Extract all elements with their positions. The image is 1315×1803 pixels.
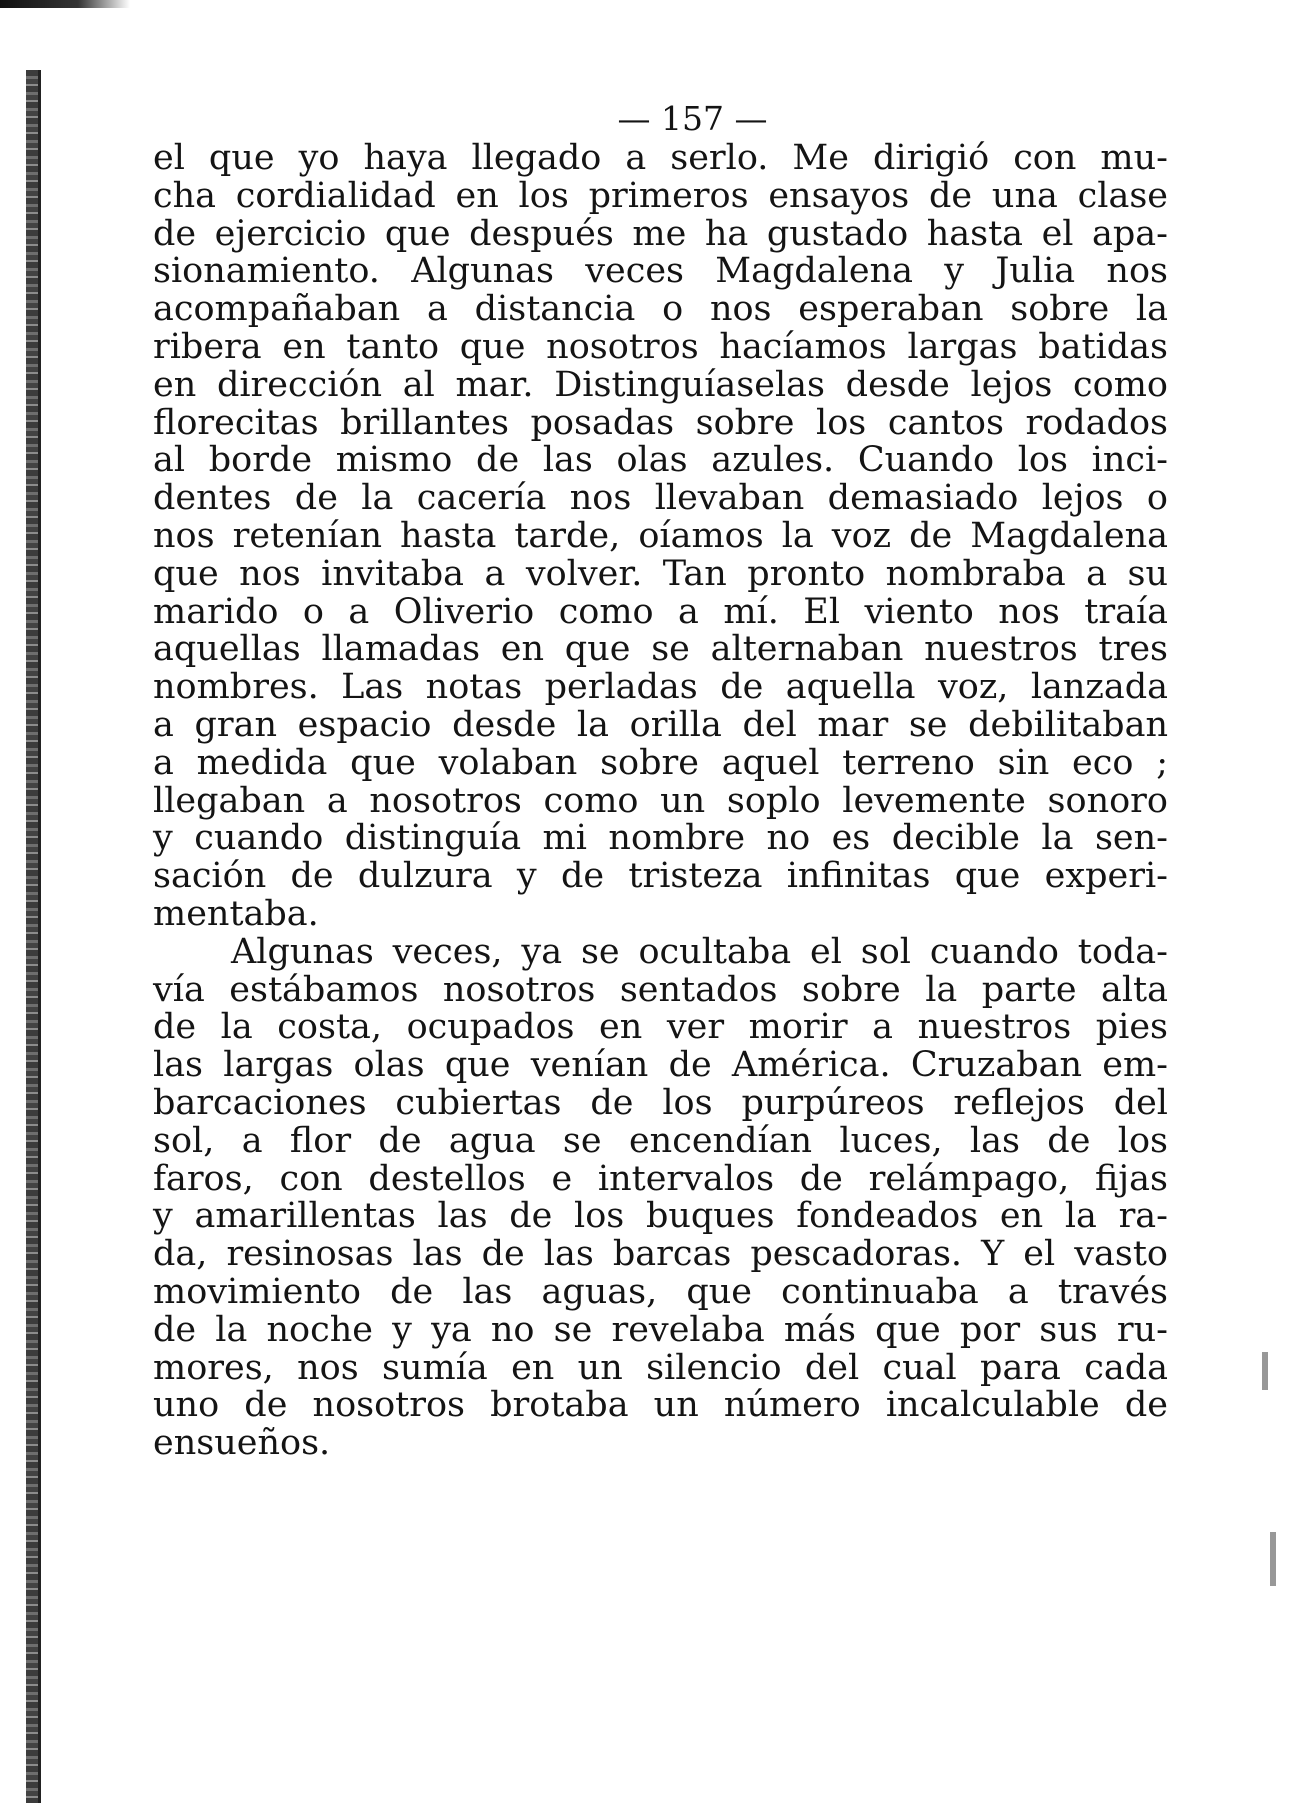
text-line: de la costa, ocupados en ver morir a nuestros pies xyxy=(153,1007,1168,1048)
text-line: que nos invitaba a volver. Tan pronto nombraba a su xyxy=(153,553,1168,594)
text-line: uno de nosotros brotaba un número incalculable de xyxy=(153,1385,1168,1426)
text-line: el que yo haya llegado a serlo. Me dirigió con mu- xyxy=(153,138,1168,178)
text-line: ribera en tanto que nosotros hacíamos largas batidas xyxy=(153,326,1168,367)
text-line: al borde mismo de las olas azules. Cuando los inci- xyxy=(153,440,1168,481)
text-line: dentes de la cacería nos llevaban demasiado lejos o xyxy=(153,478,1168,519)
text-line: vía estábamos nosotros sentados sobre la parte alta xyxy=(153,969,1168,1010)
text-line: a medida que volaban sobre aquel terreno sin eco ; xyxy=(153,742,1168,783)
paragraph-2 xyxy=(153,931,1168,1464)
text-line: movimiento de las aguas, que continuaba a través xyxy=(153,1271,1168,1312)
text-line: sación de dulzura y de tristeza infinitas que experi- xyxy=(153,856,1168,897)
text-line: nos retenían hasta tarde, oíamos la voz de Magdalena xyxy=(153,515,1168,556)
text-line: barcaciones cubiertas de los purpúreos reflejos del xyxy=(153,1082,1168,1123)
scan-speck xyxy=(1270,1532,1276,1586)
text-line: da, resinosas las de las barcas pescadoras. Y el vasto xyxy=(153,1234,1168,1275)
text-line: marido o a Oliverio como a mí. El viento nos traía xyxy=(153,591,1168,632)
scan-speck xyxy=(1262,1352,1268,1390)
text-line: de ejercicio que después me ha gustado hasta el apa- xyxy=(153,213,1168,254)
text-line: de la noche y ya no se revelaba más que por sus ru- xyxy=(153,1309,1168,1350)
book-spine-line xyxy=(38,70,41,1803)
text-line: llegaban a nosotros como un soplo levemente sonoro xyxy=(153,780,1168,821)
paragraph-1 xyxy=(153,140,1168,934)
book-binding-edge xyxy=(0,0,60,1803)
text-line: faros, con destellos e intervalos de relámpago, fijas xyxy=(153,1158,1168,1199)
page-number: — 157 — xyxy=(617,99,768,138)
text-line: nombres. Las notas perladas de aquella voz, lanzada xyxy=(153,667,1168,708)
text-line: mentaba. xyxy=(153,893,319,934)
text-line: y cuando distinguía mi nombre no es decible la sen- xyxy=(153,818,1168,859)
text-line: las largas olas que venían de América. Cruzaban em- xyxy=(153,1045,1168,1086)
book-page xyxy=(153,98,1168,1463)
text-line: ensueños. xyxy=(153,1423,331,1464)
scan-edge-mark xyxy=(0,0,130,8)
text-line: acompañaban a distancia o nos esperaban sobre la xyxy=(153,289,1168,330)
text-line: mores, nos sumía en un silencio del cual para cada xyxy=(153,1347,1168,1388)
text-line: florecitas brillantes posadas sobre los cantos rodados xyxy=(153,402,1168,443)
text-line: aquellas llamadas en que se alternaban nuestros tres xyxy=(153,629,1168,670)
text-line: Algunas veces, ya se ocultaba el sol cuando toda- xyxy=(231,931,1168,972)
text-line: en dirección al mar. Distinguíaselas desde lejos como xyxy=(153,364,1168,405)
text-line: sol, a flor de agua se encendían luces, las de los xyxy=(153,1120,1168,1161)
text-line: sionamiento. Algunas veces Magdalena y Julia nos xyxy=(153,251,1168,292)
text-line: a gran espacio desde la orilla del mar se debilitaban xyxy=(153,704,1168,745)
text-line: y amarillentas las de los buques fondeados en la ra- xyxy=(153,1196,1168,1237)
text-line: cha cordialidad en los primeros ensayos de una clase xyxy=(153,175,1168,216)
